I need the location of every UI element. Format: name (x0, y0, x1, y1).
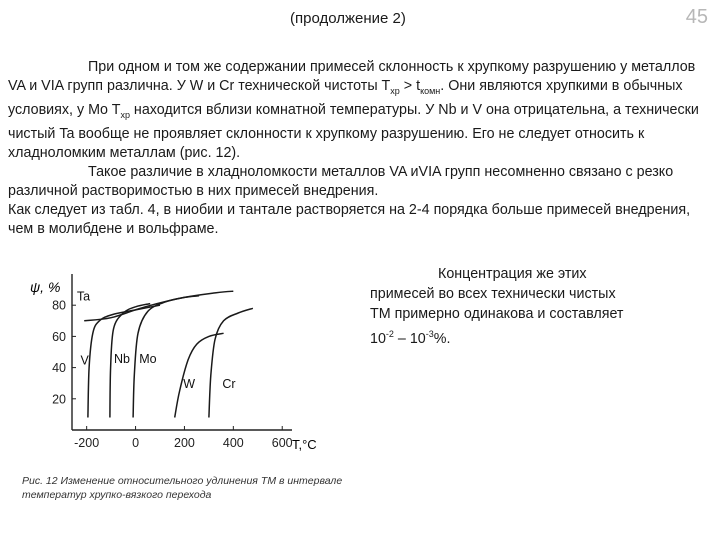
series-label-cr: Cr (222, 376, 236, 391)
series-label-mo: Mo (139, 351, 157, 366)
p1-subscript-3: хр (120, 109, 130, 120)
side-note-line-3: ТМ примерно одинакова и составляет (370, 306, 624, 322)
side-note-line-4 (370, 324, 700, 349)
x-tick-label: 0 (132, 436, 140, 450)
power-base-1: 10 (370, 330, 386, 347)
chart-series-labels (77, 290, 236, 391)
chart-curves (84, 291, 253, 417)
body-text (8, 58, 710, 239)
power-exponent-1: -2 (385, 329, 394, 339)
p1-subscript-1: хр (390, 85, 400, 96)
y-tick-label: 80 (52, 298, 66, 313)
p1-part-b: > t (399, 78, 421, 94)
curve-cr (209, 308, 253, 417)
p1-part-d: находится вблизи комнатной температуры. У Nb и V она отрицательна, а технически чистый Ta вообще не проявляет склонности к хрупкому разрушению. Его не следует относить к хладноломким металлам (рис. 12). (8, 101, 699, 161)
x-tick-label: 200 (174, 436, 195, 450)
paragraph-2: Такое различие в хладноломкости металлов VA иVIA групп несомненно связано с резко различной растворимостью в них примесей внедрения. (8, 163, 674, 199)
curve-w (175, 333, 224, 417)
x-tick-label: -200 (74, 436, 100, 450)
p1-subscript-2: комн (420, 85, 441, 96)
y-tick-label: 40 (52, 361, 66, 376)
series-label-v: V (80, 353, 89, 368)
side-note-line-1: Концентрация же этих (438, 266, 587, 282)
power-exponent-2: -3 (425, 329, 434, 339)
side-note (370, 264, 700, 349)
ductility-chart (20, 262, 350, 472)
x-axis-label: T,°C (292, 437, 317, 452)
side-note-line-2: примесей во всех технически чистых (370, 286, 616, 302)
series-label-nb: Nb (114, 351, 131, 366)
series-label-w: W (183, 376, 196, 391)
y-axis-label: ψ, % (30, 279, 61, 295)
slide-header (0, 6, 720, 34)
power-base-2: 10 (409, 330, 426, 347)
y-tick-label: 60 (52, 329, 66, 344)
y-tick-label: 20 (52, 392, 66, 407)
p1-part-c: . Они являются хрупкими в обычных условиях, у Mo T (8, 78, 683, 118)
series-label-ta: Ta (76, 289, 91, 304)
x-tick-label: 400 (222, 436, 244, 450)
page-number: 45 (685, 6, 708, 28)
figure-12 (20, 262, 350, 472)
range-dash: – (393, 330, 410, 347)
figure-caption: Рис. 12 Изменение относительного удлинения ТМ в интервале температур хрупко-вязкого перехода (22, 475, 343, 501)
paragraph-3: Как следует из табл. 4, в ниобии и тантале растворяется на 2-4 порядка больше примесей внедрения, чем в молибдене и вольфраме. (8, 201, 691, 237)
paragraph-1 (8, 58, 710, 163)
percent-suffix: %. (433, 330, 451, 347)
slide-subtitle: (продолжение 2) (290, 10, 406, 27)
x-tick-label: 600 (271, 436, 293, 450)
p1-part-a: При одном и том же содержании примесей склонность к хрупкому разрушению у металлов VA и VIA групп различна. У W и Cr технической чистоты T (8, 59, 696, 94)
